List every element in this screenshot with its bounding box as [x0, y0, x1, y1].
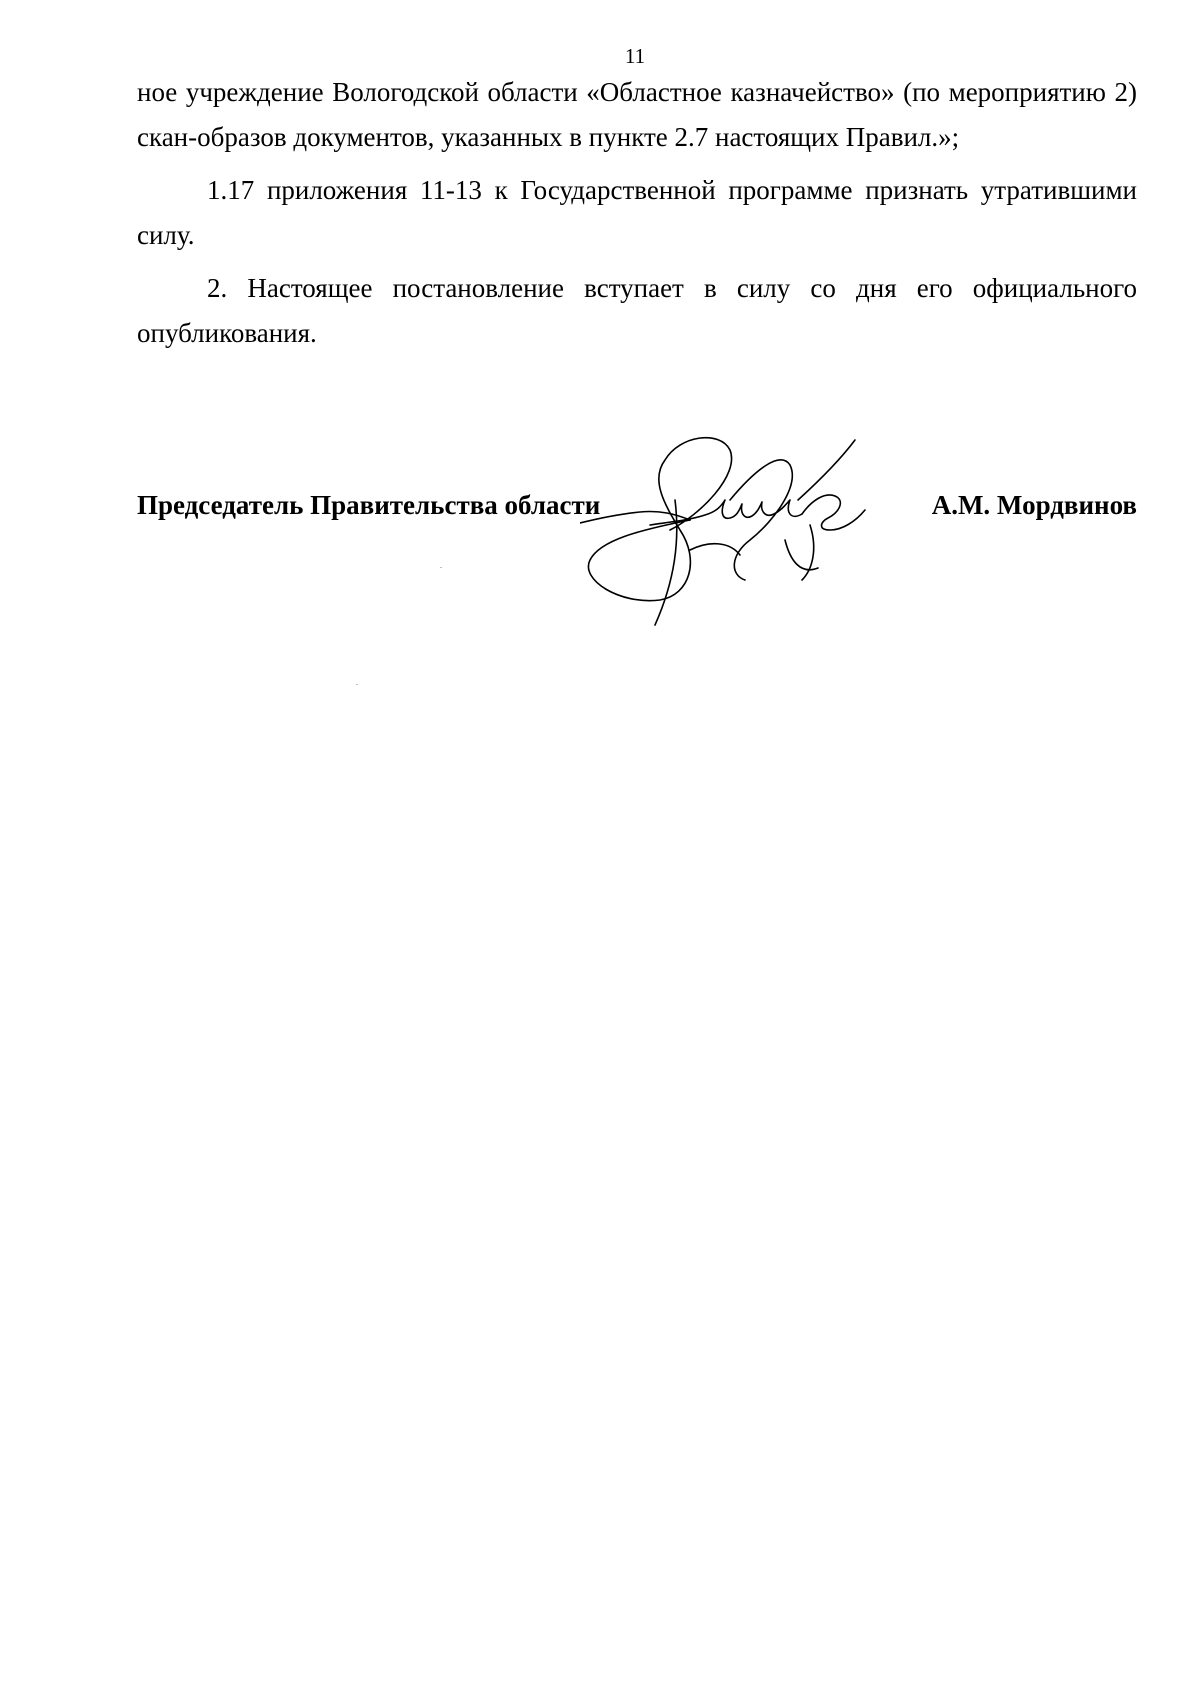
signatory-title: Председатель Правительства области	[137, 490, 601, 520]
scan-speck	[356, 684, 358, 685]
page-number: 11	[624, 44, 646, 68]
handwritten-signature	[580, 430, 940, 640]
paragraph-item-2: 2. Настоящее постановление вступает в силу со дня его официального опубликования.	[137, 273, 1137, 348]
paragraph-continuation: ное учреждение Вологодской области «Областное казначейство» (по мероприятию 2) скан-образов документов, указанных в пункте 2.7 настоящих Правил.»;	[137, 77, 1137, 152]
scan-speck	[440, 567, 442, 568]
paragraph-item-1-17: 1.17 приложения 11-13 к Государственной программе признать утратившими силу.	[137, 175, 1137, 250]
document-body	[137, 70, 1137, 356]
signatory-name: А.М. Мордвинов	[931, 490, 1137, 520]
